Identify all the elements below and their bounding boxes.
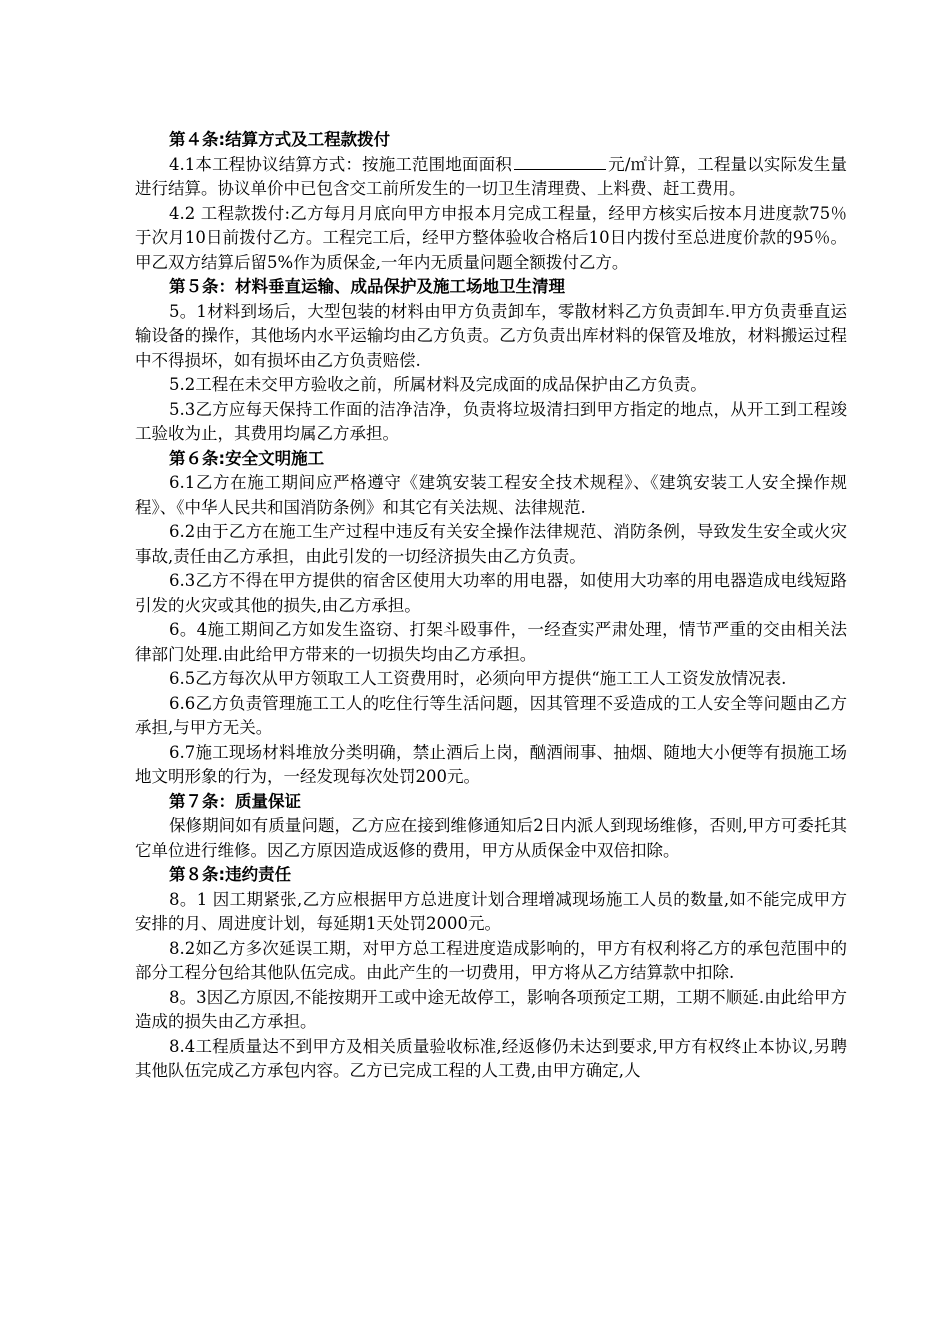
section-4-title: 第４条:结算方式及工程款拨付 bbox=[169, 130, 391, 149]
clause-8-1: 8。1 因工期紧张,乙方应根据甲方总进度计划合理增减现场施工人员的数量,如不能完成甲方安排的月、周进度计划，每延期1天处罚2000元。 bbox=[135, 889, 847, 933]
clause-4-1-text-after: 元/㎡计算，工程量以实际发生量进行结算。协议单价中已包含交工前所发生的一切卫生清理费、上料费、赶工费用。 bbox=[135, 154, 847, 198]
section-5-title: 第５条：材料垂直运输、成品保护及施工场地卫生清理 bbox=[169, 277, 565, 296]
section-7-title: 第７条：质量保证 bbox=[169, 791, 301, 811]
clause-6-3: 6.3乙方不得在甲方提供的宿舍区使用大功率的用电器，如使用大功率的用电器造成电线短路引发的火灾或其他的损失,由乙方承担。 bbox=[135, 571, 847, 615]
clause-8-3: 8。3因乙方原因,不能按期开工或中途无故停工，影响各项预定工期，工期不顺延.由此给甲方造成的损失由乙方承担。 bbox=[135, 987, 847, 1031]
clause-6-7: 6.7施工现场材料堆放分类明确，禁止酒后上岗，酗酒闹事、抽烟、随地大小便等有损施工场地文明形象的行为，一经发现每次处罚200元。 bbox=[135, 742, 847, 786]
clause-7-1: 保修期间如有质量问题，乙方应在接到维修通知后2日内派人到现场维修，否则,甲方可委托其它单位进行维修。因乙方原因造成返修的费用，甲方从质保金中双倍扣除。 bbox=[135, 816, 847, 860]
clause-6-4: 6。4施工期间乙方如发生盗窃、打架斗殴事件，一经查实严肃处理，情节严重的交由相关法律部门处理.由此给甲方带来的一切损失均由乙方承担。 bbox=[135, 620, 847, 664]
clause-6-2: 6.2由于乙方在施工生产过程中违反有关安全操作法律规范、消防条例，导致发生安全或火灾事故,责任由乙方承担，由此引发的一切经济损失由乙方负责。 bbox=[135, 522, 847, 566]
contract-page bbox=[135, 128, 847, 1084]
clause-4-1-text-before: 4.1本工程协议结算方式：按施工范围地面面积 bbox=[169, 154, 512, 174]
clause-8-2: 8.2如乙方多次延误工期，对甲方总工程进度造成影响的，甲方有权利将乙方的承包范围中的部分工程分包给其他队伍完成。由此产生的一切费用，甲方将从乙方结算款中扣除. bbox=[135, 938, 847, 982]
unit-price-blank bbox=[514, 153, 606, 170]
clause-6-5: 6.5乙方每次从甲方领取工人工资费用时，必须向甲方提供“施工工人工资发放情况表. bbox=[169, 669, 787, 688]
clause-6-1: 6.1乙方在施工期间应严格遵守《建筑安装工程安全技术规程》、《建筑安装工人安全操作规程》、《中华人民共和国消防条例》和其它有关法规、法律规范. bbox=[135, 473, 847, 517]
clause-8-4: 8.4工程质量达不到甲方及相关质量验收标准,经返修仍未达到要求,甲方有权终止本协议,另聘其他队伍完成乙方承包内容。乙方已完成工程的人工费,由甲方确定,人 bbox=[135, 1036, 847, 1080]
clause-4-2: 4.2 工程款拨付:乙方每月月底向甲方申报本月完成工程量，经甲方核实后按本月进度款75％于次月10日前拨付乙方。工程完工后，经甲方整体验收合格后10日内拨付至总进度价款的95％。甲乙双方结算后留5%作为质保金,一年内无质量问题全额拨付乙方。 bbox=[135, 203, 847, 272]
clause-5-1: 5。1材料到场后，大型包装的材料由甲方负责卸车，零散材料乙方负责卸车.甲方负责垂直运输设备的操作，其他场内水平运输均由乙方负责。乙方负责出库材料的保管及堆放，材料搬运过程中不得损坏，如有损坏由乙方负责赔偿. bbox=[135, 301, 847, 370]
section-8-title: 第８条:违约责任 bbox=[169, 865, 292, 884]
clause-5-3: 5.3乙方应每天保持工作面的洁净洁净，负责将垃圾清扫到甲方指定的地点，从开工到工程竣工验收为止，其费用均属乙方承担。 bbox=[135, 399, 847, 443]
clause-5-2: 5.2工程在未交甲方验收之前，所属材料及完成面的成品保护由乙方负责。 bbox=[169, 375, 707, 394]
clause-4-1 bbox=[135, 153, 847, 202]
clause-6-6: 6.6乙方负责管理施工工人的吃住行等生活问题，因其管理不妥造成的工人安全等问题由乙方承担,与甲方无关。 bbox=[135, 693, 847, 737]
section-6-title: 第６条:安全文明施工 bbox=[169, 448, 325, 468]
